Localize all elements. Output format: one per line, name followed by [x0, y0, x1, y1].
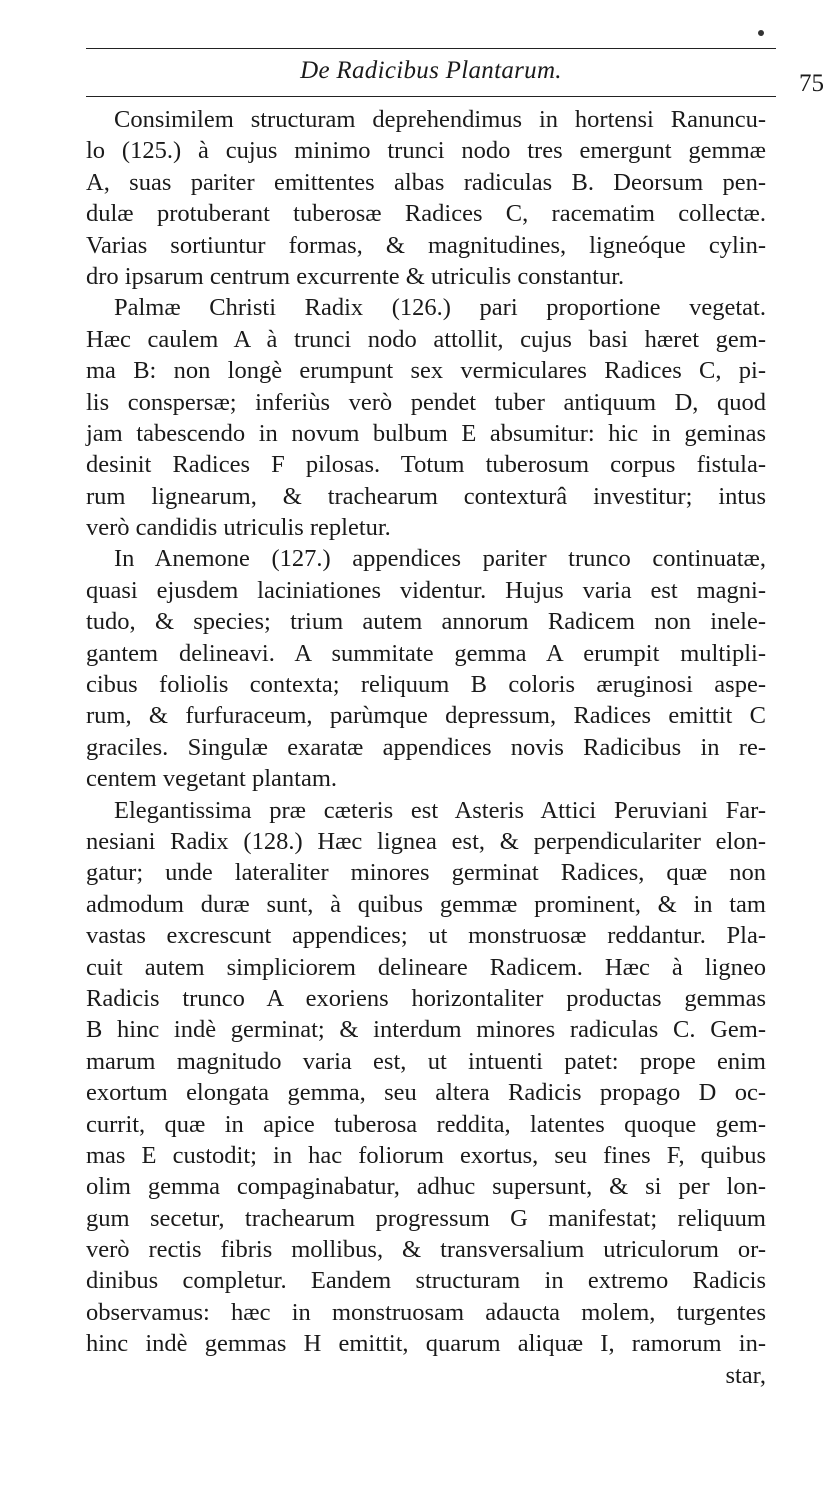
text-line: A, suas pariter emittentes albas radiculas B. Deorsum pen- — [86, 168, 766, 196]
text-line: Palmæ Christi Radix (126.) pari proportione vegetat. — [114, 294, 766, 322]
text-line: hinc indè gemmas H emittit, quarum aliquæ I, ramorum in- — [86, 1330, 766, 1358]
text-line: ma B: non longè erumpunt sex vermiculares Radices C, pi- — [86, 357, 766, 385]
ink-speck — [758, 30, 764, 36]
text-line: nesiani Radix (128.) Hæc lignea est, & perpendiculariter elon- — [86, 827, 766, 855]
text-line: graciles. Singulæ exaratæ appendices novis Radicibus in re- — [86, 733, 766, 761]
text-line: Elegantissima præ cæteris est Asteris Attici Peruviani Far- — [114, 796, 766, 824]
text-line: Consimilem structuram deprehendimus in hortensi Ranuncu- — [114, 106, 766, 133]
catchword: star, — [725, 1361, 766, 1389]
text-line: cuit autem simpliciorem delineare Radicem. Hæc à ligneo — [86, 953, 766, 981]
text-line: observamus: hæc in monstruosam adaucta molem, turgentes — [86, 1298, 766, 1326]
text-line: dulæ protuberant tuberosæ Radices C, racematim collectæ. — [86, 200, 766, 228]
text-line: Hæc caulem A à trunci nodo attollit, cujus basi hæret gem- — [86, 325, 766, 353]
text-line: gatur; unde lateraliter minores germinat Radices, quæ non — [86, 859, 766, 887]
text-line: marum magnitudo varia est, ut intuenti patet: prope enim — [86, 1047, 766, 1075]
text-line: vastas excrescunt appendices; ut monstruosæ reddantur. Pla- — [86, 922, 766, 950]
text-line: quasi ejusdem laciniationes videntur. Hujus varia est magni- — [86, 576, 766, 604]
text-line: gum secetur, trachearum progressum G manifestat; reliquum — [86, 1204, 766, 1232]
text-line: admodum duræ sunt, à quibus gemmæ prominent, & in tam — [86, 890, 766, 918]
text-line: dinibus completur. Eandem structuram in extremo Radicis — [86, 1267, 766, 1295]
text-line: tudo, & species; trium autem annorum Radicem non inele- — [86, 608, 766, 636]
text-line: lo (125.) à cujus minimo trunci nodo tres emergunt gemmæ — [86, 137, 766, 165]
text-line: verò rectis fibris mollibus, & transversalium utriculorum or- — [86, 1236, 766, 1264]
text-line: In Anemone (127.) appendices pariter trunco continuatæ, — [114, 545, 766, 573]
text-line: jam tabescendo in novum bulbum E absumitur: hic in geminas — [86, 419, 766, 447]
text-line: dro ipsarum centrum excurrente & utriculis constantur. — [86, 262, 625, 290]
text-line: Radicis trunco A exoriens horizontaliter productas gemmas — [86, 984, 766, 1012]
text-line: desinit Radices F pilosas. Totum tuberosum corpus fistula- — [86, 451, 766, 479]
header-rule-top — [86, 48, 776, 49]
text-line: rum lignearum, & trachearum contexturâ investitur; intus — [86, 482, 766, 510]
text-line: rum, & furfuraceum, parùmque depressum, Radices emittit C — [86, 702, 766, 730]
page-number: 75 — [799, 70, 824, 97]
header-rule-bottom — [86, 96, 776, 97]
running-title: De Radicibus Plantarum. — [300, 57, 562, 84]
text-line: olim gemma compaginabatur, adhuc supersunt, & si per lon- — [86, 1173, 766, 1201]
text-line: cibus foliolis contexta; reliquum B coloris æruginosi aspe- — [86, 671, 766, 699]
text-line: Varias sortiuntur formas, & magnitudines, ligneóque cylin- — [86, 231, 766, 259]
body-text — [86, 104, 766, 1391]
text-line: mas E custodit; in hac foliorum exortus, seu fines F, quibus — [86, 1141, 766, 1169]
text-line: gantem delineavi. A summitate gemma A erumpit multipli- — [86, 639, 766, 667]
text-line: verò candidis utriculis repletur. — [86, 514, 391, 542]
text-line: lis conspersæ; inferiùs verò pendet tuber antiquum D, quod — [86, 388, 766, 416]
text-line: exortum elongata gemma, seu altera Radicis propago D oc- — [86, 1079, 766, 1107]
text-line: currit, quæ in apice tuberosa reddita, latentes quoque gem- — [86, 1110, 766, 1138]
text-line: B hinc indè germinat; & interdum minores radiculas C. Gem- — [86, 1016, 766, 1044]
text-line: centem vegetant plantam. — [86, 765, 338, 793]
